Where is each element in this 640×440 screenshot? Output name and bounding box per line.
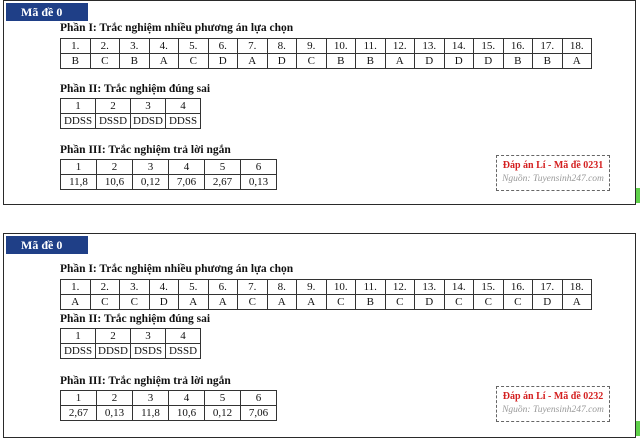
answer-cell: A <box>238 54 268 69</box>
question-number-cell: 3 <box>133 391 169 406</box>
part2-table <box>60 98 201 129</box>
answer-cell: D <box>415 54 445 69</box>
question-number-cell: 5. <box>179 280 209 295</box>
answer-cell: C <box>385 295 415 310</box>
answer-cell: C <box>444 295 474 310</box>
stamp-title: Đáp án Lí - Mã đề 0231 <box>502 160 604 171</box>
answer-cell: A <box>149 54 179 69</box>
question-number-cell: 10. <box>326 39 356 54</box>
question-number-cell: 4. <box>149 280 179 295</box>
answer-cell: D <box>208 54 238 69</box>
question-number-cell: 4. <box>149 39 179 54</box>
question-number-cell: 3. <box>120 280 150 295</box>
question-number-cell: 7. <box>238 280 268 295</box>
answer-cell: 2,67 <box>61 406 97 421</box>
answer-cell: C <box>238 295 268 310</box>
part1-title: Phần I: Trắc nghiệm nhiều phương án lựa chọn <box>60 263 294 275</box>
question-number-cell: 6 <box>241 160 277 175</box>
answer-cell: B <box>356 54 386 69</box>
answer-cell: A <box>562 54 592 69</box>
answer-cell: C <box>120 295 150 310</box>
answer-cell: DDSS <box>61 344 96 359</box>
question-number-cell: 2 <box>96 329 131 344</box>
question-number-cell: 6 <box>241 391 277 406</box>
part3-table <box>60 390 277 421</box>
answer-cell: B <box>356 295 386 310</box>
answer-cell: C <box>503 295 533 310</box>
green-marker <box>636 188 640 203</box>
answer-cell: 11,8 <box>133 406 169 421</box>
answer-cell: B <box>326 54 356 69</box>
part1-table <box>60 279 592 310</box>
answer-cell: 10,6 <box>169 406 205 421</box>
stamp-source: Nguồn: Tuyensinh247.com <box>502 405 604 415</box>
answer-cell: DDSS <box>61 114 96 129</box>
question-number-cell: 1 <box>61 160 97 175</box>
answer-cell: DSSD <box>96 114 131 129</box>
answer-cell: DSDS <box>131 344 166 359</box>
answer-cell: 2,67 <box>205 175 241 190</box>
answer-cell: C <box>90 295 120 310</box>
question-number-cell: 3 <box>133 160 169 175</box>
part1-title: Phần I: Trắc nghiệm nhiều phương án lựa chọn <box>60 22 294 34</box>
answer-key-stamp <box>496 155 610 191</box>
answer-cell: A <box>297 295 327 310</box>
answer-cell: DDSD <box>131 114 166 129</box>
question-number-cell: 5 <box>205 160 241 175</box>
answer-cell: 7,06 <box>241 406 277 421</box>
answer-cell: 0,13 <box>241 175 277 190</box>
question-number-cell: 17. <box>533 39 563 54</box>
question-number-cell: 4 <box>166 329 201 344</box>
answer-cell: D <box>415 295 445 310</box>
part2-table <box>60 328 201 359</box>
answer-key-stamp <box>496 386 610 422</box>
answer-cell: D <box>149 295 179 310</box>
stamp-title: Đáp án Lí - Mã đề 0232 <box>502 391 604 402</box>
question-number-cell: 18. <box>562 39 592 54</box>
answer-cell: A <box>61 295 91 310</box>
question-number-cell: 3 <box>131 329 166 344</box>
question-number-cell: 14. <box>444 39 474 54</box>
question-number-cell: 6. <box>208 280 238 295</box>
answer-cell: D <box>444 54 474 69</box>
answer-cell: A <box>562 295 592 310</box>
question-number-cell: 2 <box>96 99 131 114</box>
green-marker <box>636 421 640 436</box>
question-number-cell: 17. <box>533 280 563 295</box>
answer-cell: C <box>474 295 504 310</box>
part3-table <box>60 159 277 190</box>
part1-table <box>60 38 592 69</box>
answer-cell: D <box>474 54 504 69</box>
question-number-cell: 8. <box>267 280 297 295</box>
part2-title: Phần II: Trắc nghiệm đúng sai <box>60 313 211 325</box>
question-number-cell: 12. <box>385 39 415 54</box>
question-number-cell: 7. <box>238 39 268 54</box>
answer-cell: C <box>179 54 209 69</box>
question-number-cell: 5. <box>179 39 209 54</box>
answer-cell: B <box>503 54 533 69</box>
question-number-cell: 10. <box>326 280 356 295</box>
answer-cell: DSSD <box>166 344 201 359</box>
answer-key-card-2 <box>3 233 636 438</box>
answer-cell: 0,13 <box>97 406 133 421</box>
question-number-cell: 4 <box>169 160 205 175</box>
question-number-cell: 14. <box>444 280 474 295</box>
exam-code-tag: Mã đề 0 <box>6 3 88 21</box>
answer-cell: D <box>267 54 297 69</box>
question-number-cell: 2. <box>90 280 120 295</box>
question-number-cell: 8. <box>267 39 297 54</box>
question-number-cell: 2 <box>97 391 133 406</box>
answer-cell: 11,8 <box>61 175 97 190</box>
question-number-cell: 16. <box>503 39 533 54</box>
part3-title: Phần III: Trắc nghiệm trả lời ngắn <box>60 375 231 387</box>
answer-cell: B <box>120 54 150 69</box>
answer-cell: C <box>90 54 120 69</box>
question-number-cell: 2. <box>90 39 120 54</box>
answer-cell: 10,6 <box>97 175 133 190</box>
answer-cell: 7,06 <box>169 175 205 190</box>
question-number-cell: 4 <box>166 99 201 114</box>
answer-cell: B <box>61 54 91 69</box>
answer-cell: A <box>267 295 297 310</box>
question-number-cell: 9. <box>297 280 327 295</box>
answer-cell: DDSD <box>96 344 131 359</box>
question-number-cell: 6. <box>208 39 238 54</box>
answer-cell: 0,12 <box>133 175 169 190</box>
question-number-cell: 12. <box>385 280 415 295</box>
answer-cell: C <box>326 295 356 310</box>
question-number-cell: 1 <box>61 99 96 114</box>
question-number-cell: 11. <box>356 39 386 54</box>
answer-cell: A <box>179 295 209 310</box>
part2-title: Phần II: Trắc nghiệm đúng sai <box>60 83 211 95</box>
answer-key-card-1 <box>3 0 636 205</box>
question-number-cell: 2 <box>97 160 133 175</box>
question-number-cell: 1 <box>61 391 97 406</box>
question-number-cell: 1. <box>61 39 91 54</box>
question-number-cell: 15. <box>474 39 504 54</box>
answer-cell: D <box>533 295 563 310</box>
question-number-cell: 1 <box>61 329 96 344</box>
question-number-cell: 4 <box>169 391 205 406</box>
question-number-cell: 9. <box>297 39 327 54</box>
question-number-cell: 13. <box>415 280 445 295</box>
answer-cell: A <box>385 54 415 69</box>
stamp-source: Nguồn: Tuyensinh247.com <box>502 174 604 184</box>
question-number-cell: 5 <box>205 391 241 406</box>
answer-cell: A <box>208 295 238 310</box>
answer-cell: B <box>533 54 563 69</box>
question-number-cell: 16. <box>503 280 533 295</box>
exam-code-tag: Mã đề 0 <box>6 236 88 254</box>
question-number-cell: 3. <box>120 39 150 54</box>
question-number-cell: 15. <box>474 280 504 295</box>
question-number-cell: 13. <box>415 39 445 54</box>
answer-cell: DDSS <box>166 114 201 129</box>
question-number-cell: 3 <box>131 99 166 114</box>
part3-title: Phần III: Trắc nghiệm trả lời ngắn <box>60 144 231 156</box>
question-number-cell: 11. <box>356 280 386 295</box>
question-number-cell: 18. <box>562 280 592 295</box>
answer-cell: C <box>297 54 327 69</box>
question-number-cell: 1. <box>61 280 91 295</box>
answer-cell: 0,12 <box>205 406 241 421</box>
